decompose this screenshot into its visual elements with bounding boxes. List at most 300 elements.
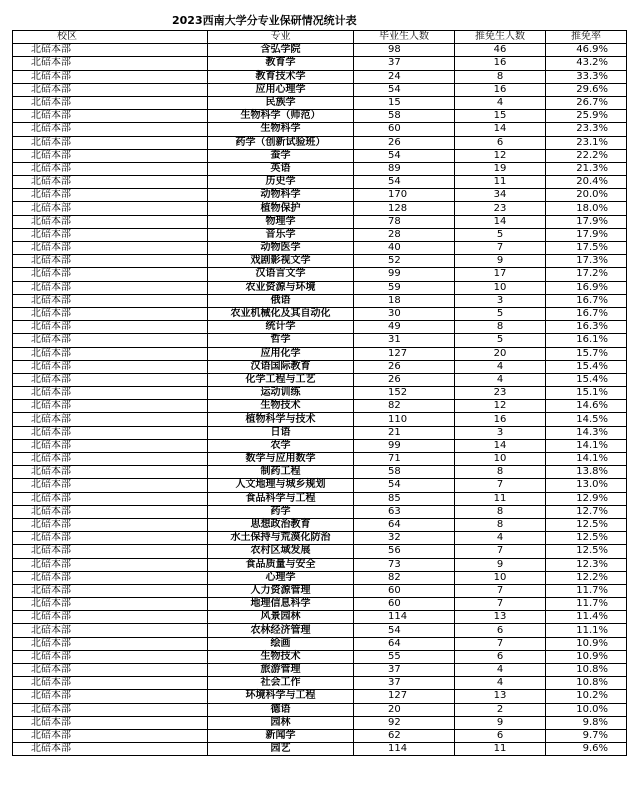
cell-campus: 北碚本部 (13, 439, 208, 452)
cell-campus: 北碚本部 (13, 373, 208, 386)
cell-graduates: 73 (354, 558, 455, 571)
cell-rate: 12.5% (546, 545, 627, 558)
cell-rate: 25.9% (546, 110, 627, 123)
table-row (13, 360, 627, 373)
cell-rate: 9.8% (546, 716, 627, 729)
cell-rate: 14.1% (546, 453, 627, 466)
cell-campus: 北碚本部 (13, 123, 208, 136)
cell-recommended: 8 (455, 321, 546, 334)
cell-rate: 11.4% (546, 611, 627, 624)
cell-campus: 北碚本部 (13, 479, 208, 492)
table-row (13, 321, 627, 334)
header-graduates: 毕业生人数 (354, 31, 455, 44)
cell-recommended: 12 (455, 400, 546, 413)
table-row (13, 532, 627, 545)
table-row (13, 202, 627, 215)
cell-rate: 23.3% (546, 123, 627, 136)
header-major: 专业 (208, 31, 354, 44)
cell-graduates: 63 (354, 505, 455, 518)
cell-graduates: 82 (354, 571, 455, 584)
cell-rate: 14.3% (546, 426, 627, 439)
table-row (13, 703, 627, 716)
cell-campus: 北碚本部 (13, 558, 208, 571)
table-row (13, 307, 627, 320)
table-row (13, 281, 627, 294)
cell-rate: 16.3% (546, 321, 627, 334)
table-row (13, 479, 627, 492)
cell-major: 含弘学院 (208, 44, 354, 57)
table-row (13, 149, 627, 162)
table-row (13, 294, 627, 307)
cell-recommended: 16 (455, 57, 546, 70)
cell-recommended: 14 (455, 123, 546, 136)
cell-recommended: 20 (455, 347, 546, 360)
cell-campus: 北碚本部 (13, 650, 208, 663)
cell-rate: 16.9% (546, 281, 627, 294)
cell-major: 英语 (208, 162, 354, 175)
cell-graduates: 54 (354, 176, 455, 189)
table-row (13, 453, 627, 466)
cell-recommended: 11 (455, 492, 546, 505)
cell-rate: 16.7% (546, 294, 627, 307)
cell-campus: 北碚本部 (13, 110, 208, 123)
cell-rate: 20.0% (546, 189, 627, 202)
cell-graduates: 64 (354, 518, 455, 531)
cell-campus: 北碚本部 (13, 149, 208, 162)
cell-major: 动物医学 (208, 242, 354, 255)
cell-graduates: 114 (354, 611, 455, 624)
cell-graduates: 54 (354, 149, 455, 162)
cell-campus: 北碚本部 (13, 716, 208, 729)
cell-campus: 北碚本部 (13, 70, 208, 83)
cell-major: 汉语国际教育 (208, 360, 354, 373)
table-title: 2023西南大学分专业保研情况统计表 (172, 14, 357, 27)
cell-recommended: 8 (455, 70, 546, 83)
cell-graduates: 114 (354, 743, 455, 756)
table-row (13, 255, 627, 268)
cell-campus: 北碚本部 (13, 268, 208, 281)
table-row (13, 558, 627, 571)
cell-recommended: 6 (455, 729, 546, 742)
table-body (13, 44, 627, 756)
table-row (13, 716, 627, 729)
cell-major: 农业机械化及其自动化 (208, 307, 354, 320)
cell-major: 民族学 (208, 96, 354, 109)
cell-rate: 13.0% (546, 479, 627, 492)
cell-graduates: 30 (354, 307, 455, 320)
cell-major: 思想政治教育 (208, 518, 354, 531)
cell-graduates: 49 (354, 321, 455, 334)
cell-campus: 北碚本部 (13, 307, 208, 320)
cell-graduates: 58 (354, 466, 455, 479)
cell-campus: 北碚本部 (13, 611, 208, 624)
cell-campus: 北碚本部 (13, 400, 208, 413)
cell-major: 俄语 (208, 294, 354, 307)
cell-recommended: 10 (455, 453, 546, 466)
cell-graduates: 110 (354, 413, 455, 426)
cell-major: 药学（创新试验班） (208, 136, 354, 149)
table-row (13, 466, 627, 479)
cell-major: 农业资源与环境 (208, 281, 354, 294)
cell-major: 数学与应用数学 (208, 453, 354, 466)
cell-recommended: 7 (455, 598, 546, 611)
cell-graduates: 37 (354, 57, 455, 70)
cell-graduates: 18 (354, 294, 455, 307)
cell-graduates: 28 (354, 228, 455, 241)
cell-rate: 16.7% (546, 307, 627, 320)
table-row (13, 110, 627, 123)
cell-major: 植物科学与技术 (208, 413, 354, 426)
cell-major: 水土保持与荒漠化防治 (208, 532, 354, 545)
cell-graduates: 37 (354, 677, 455, 690)
cell-campus: 北碚本部 (13, 598, 208, 611)
cell-major: 人力资源管理 (208, 584, 354, 597)
cell-graduates: 26 (354, 373, 455, 386)
cell-rate: 16.1% (546, 334, 627, 347)
cell-major: 教育技术学 (208, 70, 354, 83)
cell-recommended: 4 (455, 373, 546, 386)
cell-graduates: 24 (354, 70, 455, 83)
cell-campus: 北碚本部 (13, 413, 208, 426)
cell-rate: 11.1% (546, 624, 627, 637)
cell-recommended: 7 (455, 545, 546, 558)
cell-recommended: 7 (455, 637, 546, 650)
cell-major: 蚕学 (208, 149, 354, 162)
cell-campus: 北碚本部 (13, 321, 208, 334)
cell-rate: 12.3% (546, 558, 627, 571)
cell-graduates: 60 (354, 123, 455, 136)
cell-major: 动物科学 (208, 189, 354, 202)
cell-campus: 北碚本部 (13, 281, 208, 294)
table-row (13, 637, 627, 650)
cell-major: 农林经济管理 (208, 624, 354, 637)
cell-rate: 15.1% (546, 387, 627, 400)
cell-graduates: 89 (354, 162, 455, 175)
cell-recommended: 13 (455, 690, 546, 703)
cell-recommended: 7 (455, 584, 546, 597)
cell-campus: 北碚本部 (13, 703, 208, 716)
cell-graduates: 78 (354, 215, 455, 228)
cell-campus: 北碚本部 (13, 242, 208, 255)
cell-graduates: 82 (354, 400, 455, 413)
cell-campus: 北碚本部 (13, 294, 208, 307)
table-row (13, 387, 627, 400)
cell-campus: 北碚本部 (13, 743, 208, 756)
table-row (13, 176, 627, 189)
cell-rate: 9.7% (546, 729, 627, 742)
cell-campus: 北碚本部 (13, 466, 208, 479)
cell-recommended: 6 (455, 650, 546, 663)
cell-recommended: 17 (455, 268, 546, 281)
table-row (13, 677, 627, 690)
cell-recommended: 8 (455, 466, 546, 479)
cell-recommended: 14 (455, 439, 546, 452)
cell-major: 风景园林 (208, 611, 354, 624)
table-row (13, 624, 627, 637)
table-row (13, 400, 627, 413)
cell-recommended: 23 (455, 387, 546, 400)
cell-rate: 11.7% (546, 598, 627, 611)
header-recommended: 推免生人数 (455, 31, 546, 44)
header-campus: 校区 (13, 31, 208, 44)
cell-rate: 14.6% (546, 400, 627, 413)
table-row (13, 518, 627, 531)
cell-graduates: 54 (354, 624, 455, 637)
cell-rate: 17.9% (546, 228, 627, 241)
cell-graduates: 32 (354, 532, 455, 545)
cell-graduates: 127 (354, 690, 455, 703)
table-row (13, 268, 627, 281)
cell-recommended: 13 (455, 611, 546, 624)
cell-rate: 18.0% (546, 202, 627, 215)
table-row (13, 729, 627, 742)
cell-graduates: 60 (354, 584, 455, 597)
cell-rate: 22.2% (546, 149, 627, 162)
cell-graduates: 59 (354, 281, 455, 294)
table-row (13, 545, 627, 558)
table-row (13, 96, 627, 109)
cell-recommended: 12 (455, 149, 546, 162)
cell-major: 统计学 (208, 321, 354, 334)
cell-major: 生物技术 (208, 650, 354, 663)
cell-recommended: 19 (455, 162, 546, 175)
cell-graduates: 20 (354, 703, 455, 716)
cell-recommended: 9 (455, 716, 546, 729)
cell-recommended: 4 (455, 360, 546, 373)
cell-major: 生物科学（师范） (208, 110, 354, 123)
table-row (13, 598, 627, 611)
cell-recommended: 15 (455, 110, 546, 123)
cell-major: 化学工程与工艺 (208, 373, 354, 386)
cell-recommended: 2 (455, 703, 546, 716)
cell-recommended: 4 (455, 532, 546, 545)
cell-campus: 北碚本部 (13, 202, 208, 215)
cell-rate: 12.9% (546, 492, 627, 505)
table-row (13, 373, 627, 386)
cell-recommended: 3 (455, 294, 546, 307)
cell-campus: 北碚本部 (13, 571, 208, 584)
cell-recommended: 4 (455, 664, 546, 677)
cell-campus: 北碚本部 (13, 83, 208, 96)
cell-graduates: 58 (354, 110, 455, 123)
cell-rate: 23.1% (546, 136, 627, 149)
cell-major: 历史学 (208, 176, 354, 189)
table-row (13, 162, 627, 175)
cell-major: 农学 (208, 439, 354, 452)
cell-rate: 12.7% (546, 505, 627, 518)
cell-campus: 北碚本部 (13, 334, 208, 347)
cell-rate: 10.2% (546, 690, 627, 703)
cell-major: 音乐学 (208, 228, 354, 241)
cell-major: 日语 (208, 426, 354, 439)
cell-rate: 46.9% (546, 44, 627, 57)
cell-rate: 17.5% (546, 242, 627, 255)
cell-rate: 14.1% (546, 439, 627, 452)
cell-campus: 北碚本部 (13, 426, 208, 439)
cell-rate: 15.4% (546, 373, 627, 386)
table-row (13, 57, 627, 70)
cell-rate: 17.3% (546, 255, 627, 268)
cell-rate: 33.3% (546, 70, 627, 83)
cell-campus: 北碚本部 (13, 624, 208, 637)
cell-campus: 北碚本部 (13, 189, 208, 202)
cell-recommended: 14 (455, 215, 546, 228)
cell-recommended: 16 (455, 413, 546, 426)
cell-graduates: 170 (354, 189, 455, 202)
cell-graduates: 37 (354, 664, 455, 677)
cell-major: 园林 (208, 716, 354, 729)
table-row (13, 492, 627, 505)
cell-rate: 29.6% (546, 83, 627, 96)
cell-campus: 北碚本部 (13, 44, 208, 57)
cell-major: 绘画 (208, 637, 354, 650)
cell-recommended: 10 (455, 571, 546, 584)
cell-recommended: 16 (455, 83, 546, 96)
cell-campus: 北碚本部 (13, 360, 208, 373)
cell-graduates: 92 (354, 716, 455, 729)
cell-major: 农村区域发展 (208, 545, 354, 558)
table-row (13, 347, 627, 360)
cell-major: 哲学 (208, 334, 354, 347)
cell-recommended: 8 (455, 518, 546, 531)
cell-major: 植物保护 (208, 202, 354, 215)
cell-recommended: 11 (455, 743, 546, 756)
cell-rate: 10.0% (546, 703, 627, 716)
table-row (13, 743, 627, 756)
cell-recommended: 5 (455, 307, 546, 320)
cell-recommended: 7 (455, 242, 546, 255)
cell-major: 环境科学与工程 (208, 690, 354, 703)
cell-campus: 北碚本部 (13, 215, 208, 228)
cell-graduates: 56 (354, 545, 455, 558)
cell-graduates: 55 (354, 650, 455, 663)
cell-campus: 北碚本部 (13, 518, 208, 531)
cell-rate: 12.5% (546, 532, 627, 545)
table-row (13, 242, 627, 255)
header-row (13, 31, 627, 44)
cell-recommended: 5 (455, 334, 546, 347)
cell-graduates: 54 (354, 83, 455, 96)
cell-campus: 北碚本部 (13, 677, 208, 690)
table-row (13, 44, 627, 57)
cell-graduates: 52 (354, 255, 455, 268)
cell-recommended: 9 (455, 255, 546, 268)
cell-major: 人文地理与城乡规划 (208, 479, 354, 492)
cell-rate: 10.8% (546, 664, 627, 677)
cell-campus: 北碚本部 (13, 637, 208, 650)
cell-recommended: 23 (455, 202, 546, 215)
table-row (13, 611, 627, 624)
cell-graduates: 15 (354, 96, 455, 109)
cell-rate: 26.7% (546, 96, 627, 109)
cell-recommended: 46 (455, 44, 546, 57)
cell-graduates: 40 (354, 242, 455, 255)
table-row (13, 70, 627, 83)
cell-major: 制药工程 (208, 466, 354, 479)
cell-major: 食品科学与工程 (208, 492, 354, 505)
cell-graduates: 99 (354, 439, 455, 452)
cell-graduates: 152 (354, 387, 455, 400)
cell-rate: 14.5% (546, 413, 627, 426)
cell-graduates: 85 (354, 492, 455, 505)
cell-major: 教育学 (208, 57, 354, 70)
cell-recommended: 3 (455, 426, 546, 439)
recommendation-stats-table (12, 30, 627, 756)
cell-campus: 北碚本部 (13, 505, 208, 518)
cell-campus: 北碚本部 (13, 584, 208, 597)
table-row (13, 123, 627, 136)
table-row (13, 439, 627, 452)
table-row (13, 136, 627, 149)
cell-rate: 15.7% (546, 347, 627, 360)
cell-major: 应用心理学 (208, 83, 354, 96)
cell-campus: 北碚本部 (13, 176, 208, 189)
cell-graduates: 21 (354, 426, 455, 439)
cell-major: 汉语言文学 (208, 268, 354, 281)
cell-recommended: 6 (455, 624, 546, 637)
cell-graduates: 31 (354, 334, 455, 347)
cell-campus: 北碚本部 (13, 492, 208, 505)
cell-rate: 20.4% (546, 176, 627, 189)
cell-recommended: 11 (455, 176, 546, 189)
table-row (13, 215, 627, 228)
cell-rate: 17.9% (546, 215, 627, 228)
cell-graduates: 54 (354, 479, 455, 492)
cell-rate: 13.8% (546, 466, 627, 479)
cell-rate: 12.2% (546, 571, 627, 584)
cell-graduates: 99 (354, 268, 455, 281)
cell-campus: 北碚本部 (13, 690, 208, 703)
cell-campus: 北碚本部 (13, 228, 208, 241)
table-row (13, 664, 627, 677)
cell-major: 生物技术 (208, 400, 354, 413)
cell-major: 园艺 (208, 743, 354, 756)
table-row (13, 228, 627, 241)
cell-recommended: 8 (455, 505, 546, 518)
cell-rate: 12.5% (546, 518, 627, 531)
cell-graduates: 127 (354, 347, 455, 360)
cell-recommended: 6 (455, 136, 546, 149)
cell-major: 药学 (208, 505, 354, 518)
cell-graduates: 26 (354, 360, 455, 373)
cell-recommended: 10 (455, 281, 546, 294)
cell-graduates: 128 (354, 202, 455, 215)
table-row (13, 334, 627, 347)
table-row (13, 690, 627, 703)
cell-campus: 北碚本部 (13, 387, 208, 400)
cell-graduates: 60 (354, 598, 455, 611)
cell-major: 地理信息科学 (208, 598, 354, 611)
cell-recommended: 34 (455, 189, 546, 202)
cell-rate: 10.8% (546, 677, 627, 690)
cell-campus: 北碚本部 (13, 136, 208, 149)
table-row (13, 571, 627, 584)
cell-major: 应用化学 (208, 347, 354, 360)
cell-recommended: 7 (455, 479, 546, 492)
cell-rate: 21.3% (546, 162, 627, 175)
cell-rate: 17.2% (546, 268, 627, 281)
cell-campus: 北碚本部 (13, 729, 208, 742)
cell-campus: 北碚本部 (13, 532, 208, 545)
cell-recommended: 5 (455, 228, 546, 241)
cell-rate: 10.9% (546, 637, 627, 650)
cell-campus: 北碚本部 (13, 162, 208, 175)
cell-major: 心理学 (208, 571, 354, 584)
table-row (13, 189, 627, 202)
table-row (13, 83, 627, 96)
cell-graduates: 98 (354, 44, 455, 57)
cell-major: 旅游管理 (208, 664, 354, 677)
